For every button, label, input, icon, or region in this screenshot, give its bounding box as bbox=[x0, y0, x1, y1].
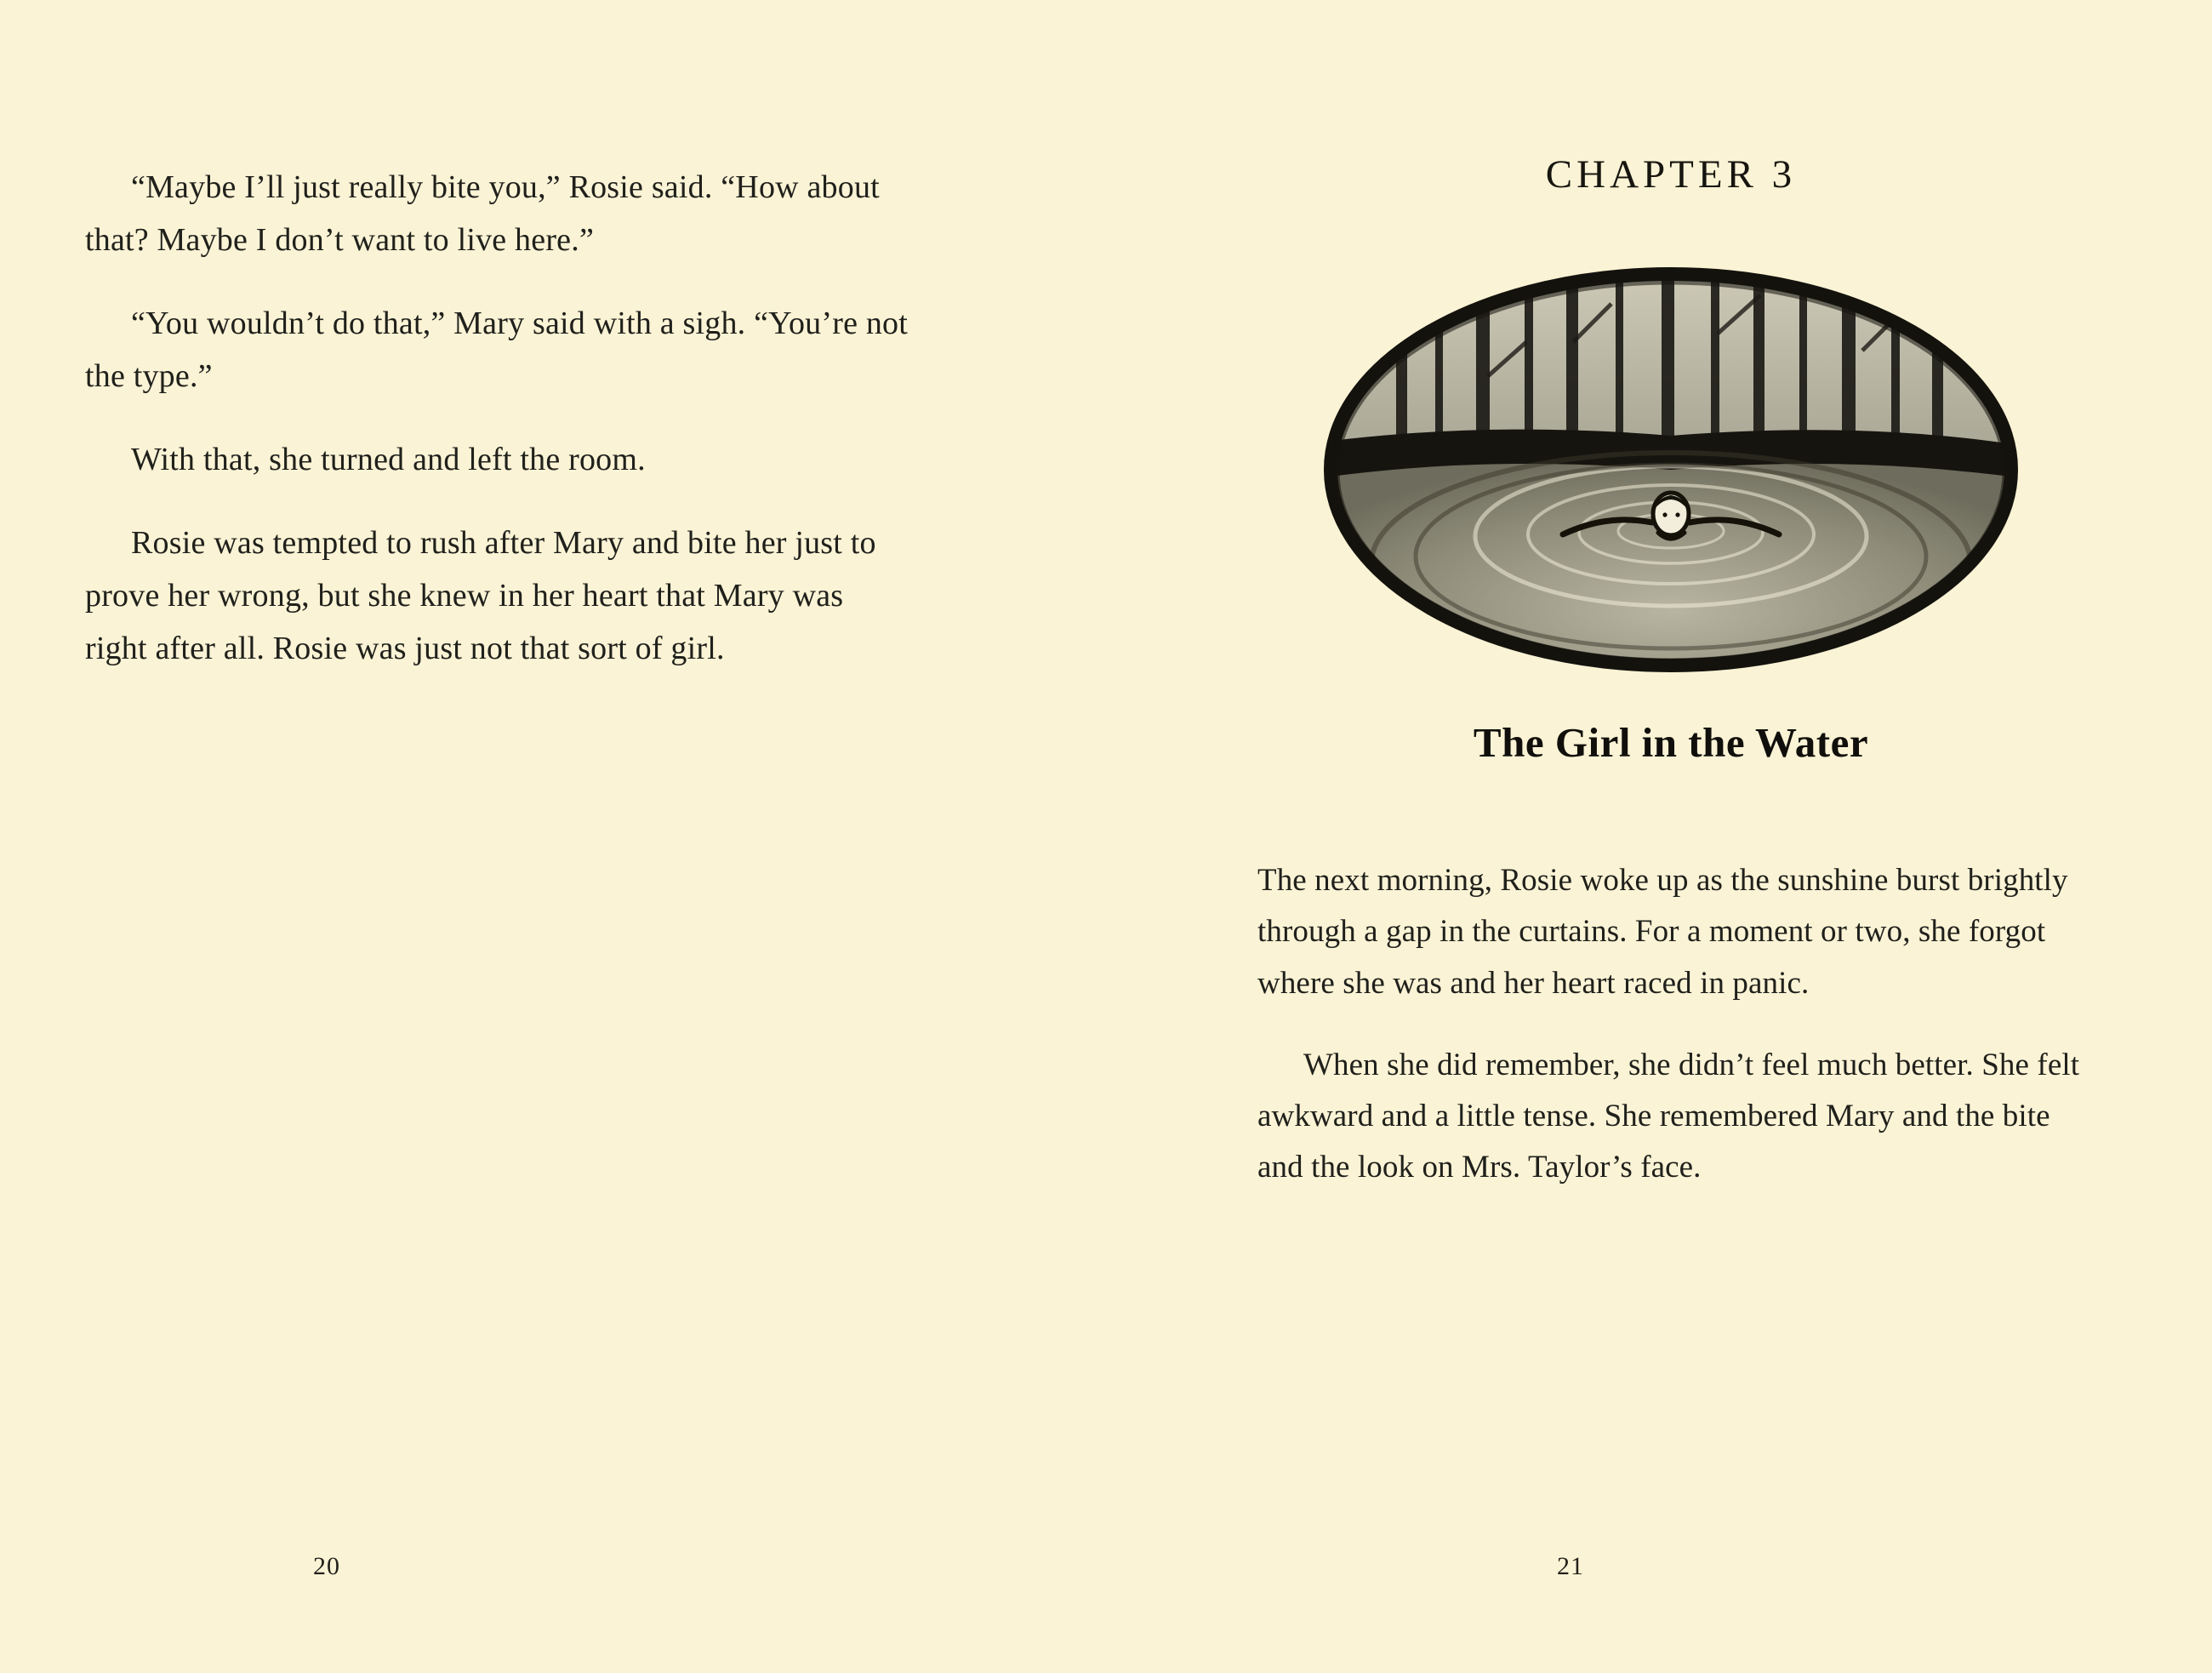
paragraph: With that, she turned and left the room. bbox=[131, 441, 646, 477]
right-page bbox=[1106, 0, 2212, 1673]
page-number-left bbox=[0, 1552, 1106, 1581]
paragraph: Rosie was tempted to rush after Mary and bite her just to prove her wrong, but she knew in her heart that Mary was right after all. Rosie was just not that sort of girl. bbox=[85, 524, 876, 666]
chapter-label: CHAPTER 3 bbox=[1545, 152, 1797, 197]
page-number-left-value: 20 bbox=[313, 1552, 340, 1580]
chapter-title: The Girl in the Water bbox=[1473, 719, 1869, 766]
right-page-body bbox=[1257, 855, 2084, 1194]
paragraph: “Maybe I’ll just really bite you,” Rosie said. “How about that? Maybe I don’t want to live here.” bbox=[85, 169, 880, 258]
page-number-right bbox=[1106, 1552, 2212, 1581]
page-number-right-value: 21 bbox=[1557, 1552, 1584, 1580]
paragraph: When she did remember, she didn’t feel much better. She felt awkward and a little tense. She remembered Mary and the bite and the look on Mrs. Taylor’s face. bbox=[1257, 1047, 2080, 1185]
paragraph: “You wouldn’t do that,” Mary said with a sigh. “You’re not the type.” bbox=[85, 305, 909, 394]
girl-swimming-in-pond-illustration bbox=[1257, 223, 2084, 699]
paragraph: The next morning, Rosie woke up as the sunshine burst brightly through a gap in the curtains. For a moment or two, she forgot where she was and her heart raced in panic. bbox=[1257, 863, 2068, 1001]
left-page-body bbox=[85, 162, 910, 676]
